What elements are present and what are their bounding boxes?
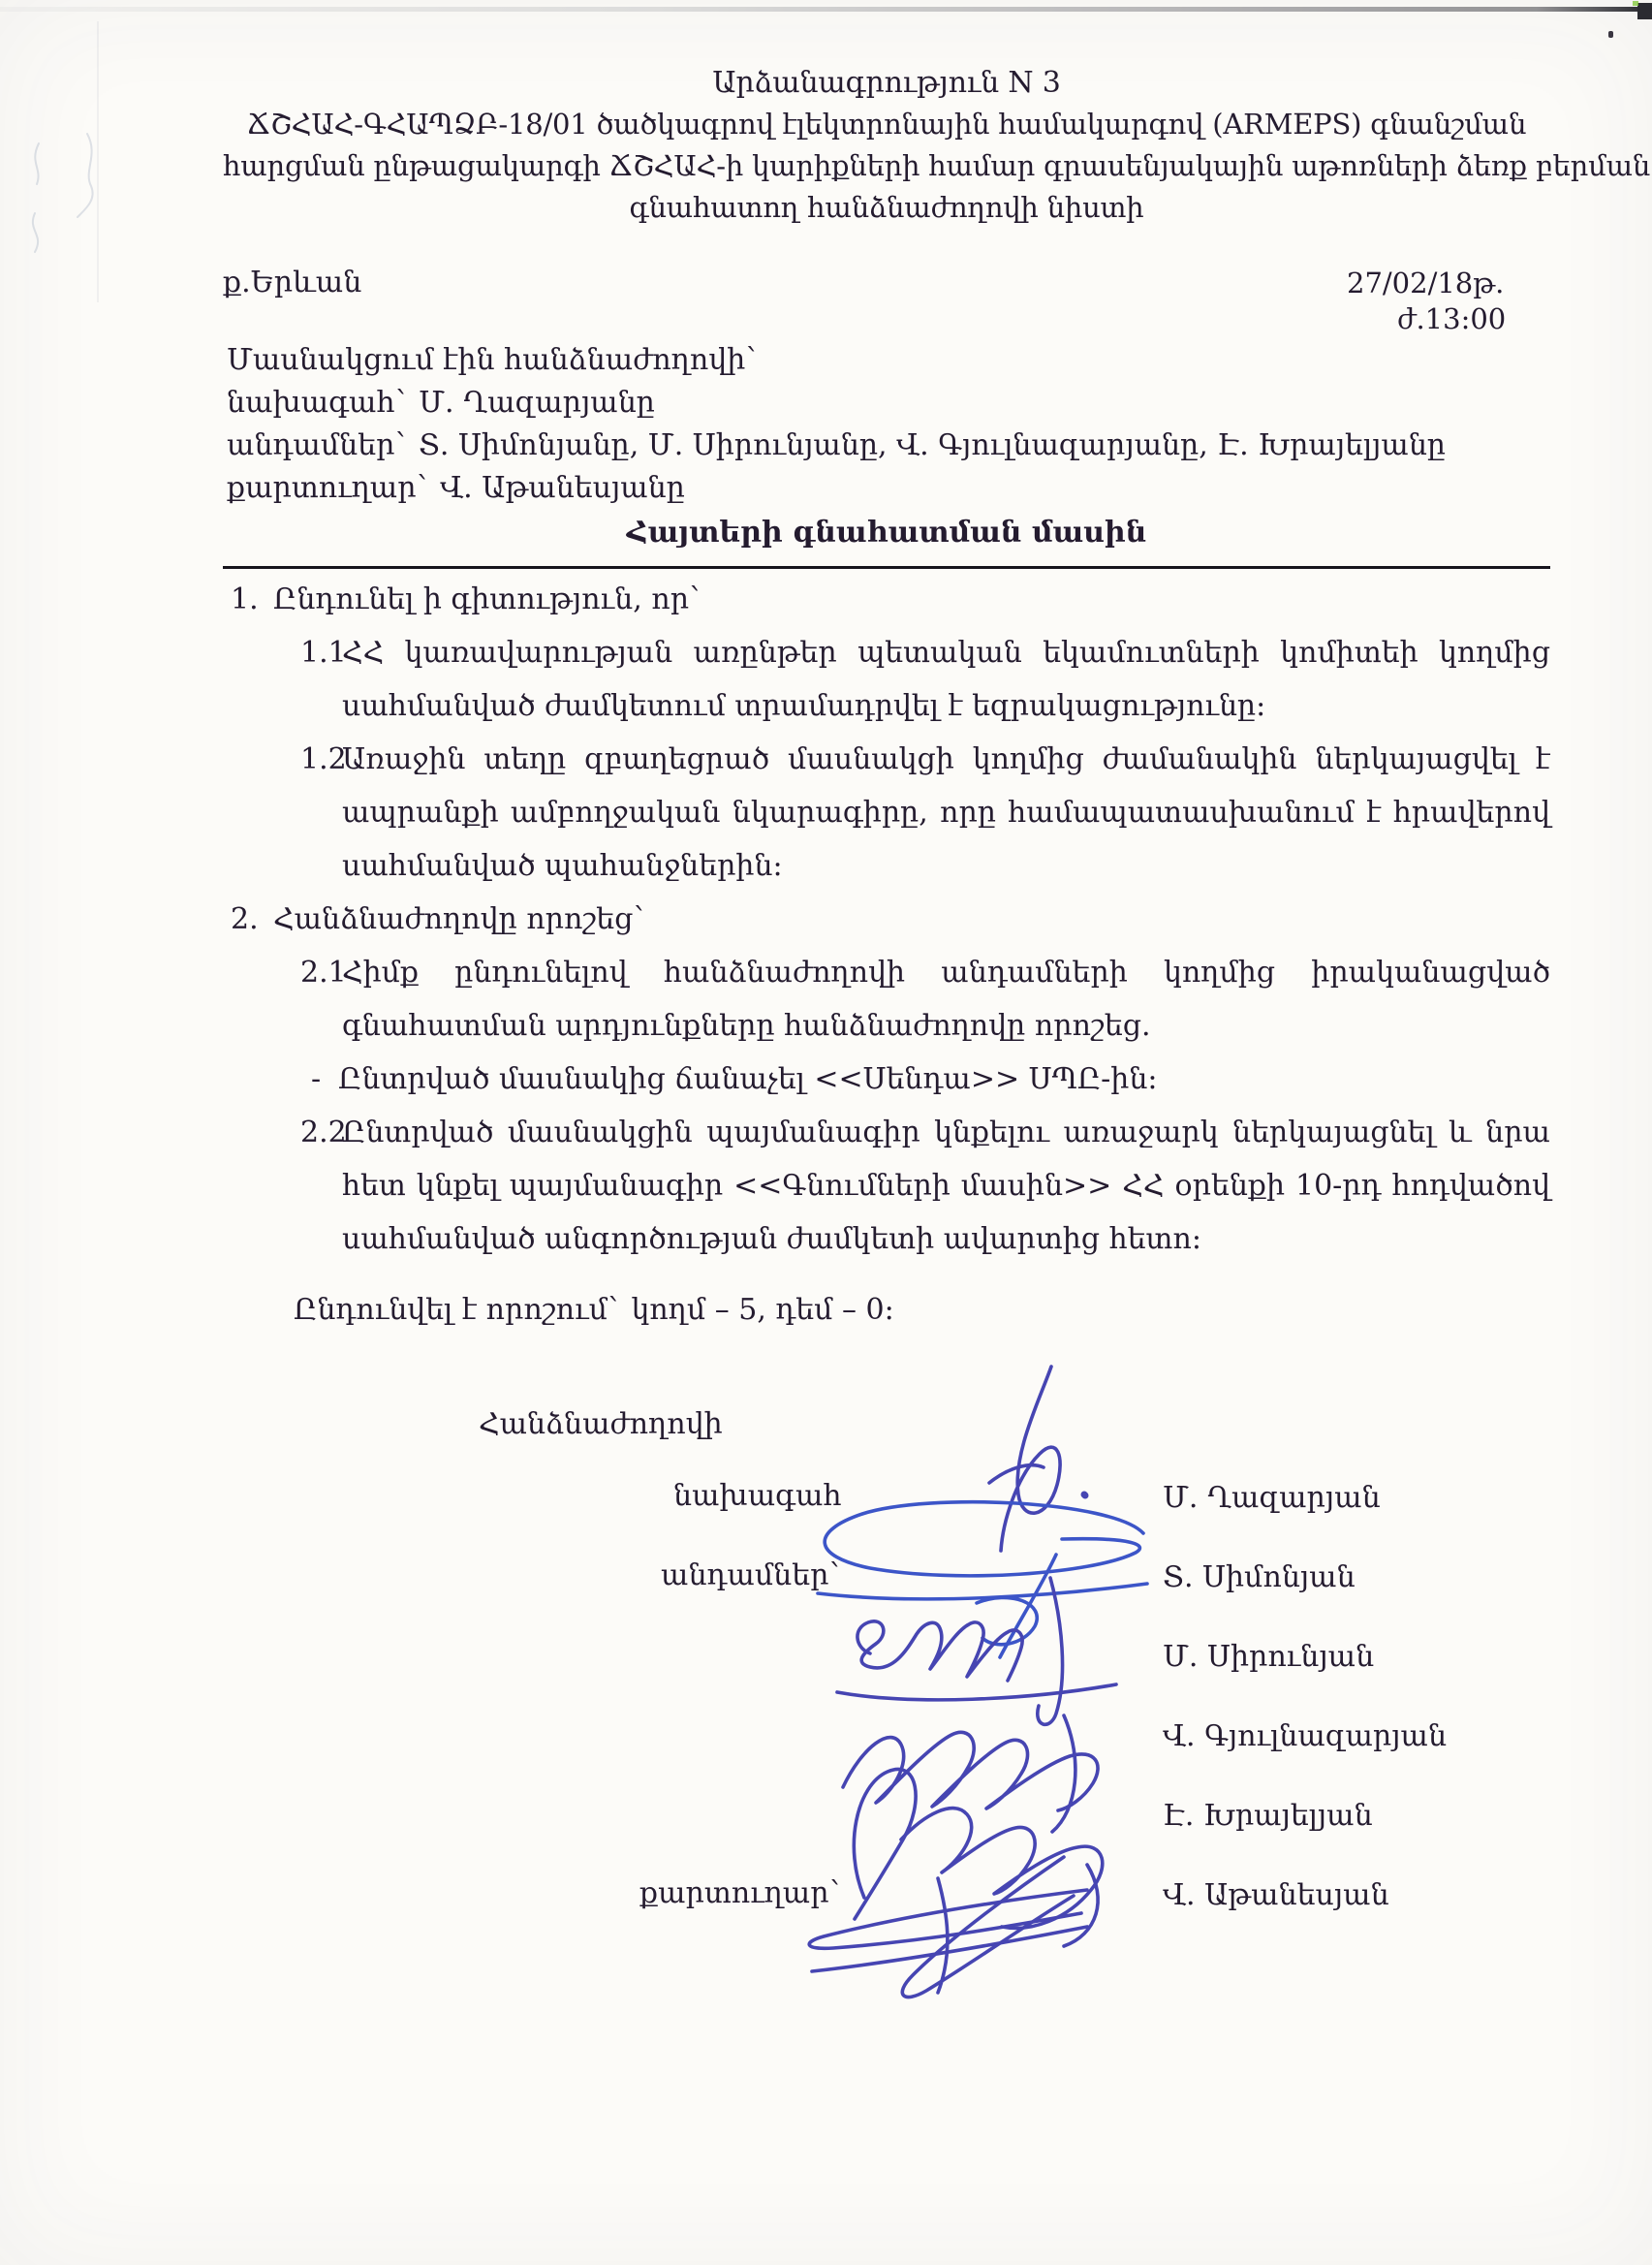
item-text: Ընդունել ի գիտություն, որ` — [273, 582, 704, 616]
time-label: ժ.13:00 — [1397, 302, 1507, 335]
place-label: ք.Երևան — [223, 266, 362, 299]
document-subtitle-line: հարցման ընթացակարգի ՃՇՀԱՀ-ի կարիքների համար գրասենյակային աթոռների ձեռք բերման — [223, 149, 1651, 182]
item-number: - — [311, 1062, 322, 1096]
document-subtitle-line: ՃՇՀԱՀ-ԳՀԱՊՁԲ-18/01 ծածկագրով էլեկտրոնային համակարգով (ARMEPS) գնանշման — [246, 108, 1527, 141]
item-text: ՀՀ կառավարության առընթեր պետական եկամուտների կոմիտեի կողմից սահմանված ժամկետում տրամադրվել է եզրակացությունը: — [342, 636, 1550, 723]
date-label: 27/02/18թ. — [1347, 267, 1505, 299]
participant-line-chairman: նախագահ` Մ. Ղազարյանը — [227, 386, 655, 420]
item-number: 1.2 — [300, 742, 347, 776]
signature-name: Վ. Աթանեսյան — [1163, 1878, 1389, 1912]
signature-role-members: անդամներ` — [661, 1558, 844, 1592]
signature-atanesyan-image — [791, 1840, 1110, 2029]
item-text: Ընտրված մասնակցին պայմանագիր կնքելու առաջարկ ներկայացնել և նրա հետ կնքել պայմանագիր <<Գնումների մասին>> ՀՀ օրենքի 10-րդ հոդվածով սահմանված անգործության ժամկետի ավարտից հետո: — [342, 1116, 1550, 1256]
signature-role-chairman: նախագահ — [673, 1479, 842, 1513]
participants-intro: Մասնակցում էին հանձնաժողովի` — [227, 343, 761, 377]
participant-line-secretary: քարտուղար` Վ. Աթանեսյանը — [227, 471, 685, 505]
item-text: Ընտրված մասնակից ճանաչել <<Սենդա>> ՍՊԸ-ին: — [338, 1062, 1158, 1096]
signature-name: Է. Խրայելյան — [1163, 1799, 1373, 1833]
participant-line-members: անդամներ` Տ. Սիմոնյանը, Մ. Սիրունյանը, Վ. Գյուլնազարյանը, Է. Խրայելյանը — [227, 428, 1447, 462]
signature-name: Տ. Սիմոնյան — [1163, 1560, 1356, 1594]
signature-role-secretary: քարտուղար` — [639, 1876, 844, 1910]
committee-label: Հանձնաժողովի — [479, 1407, 723, 1441]
document-title: Արձանագրություն N 3 — [712, 66, 1061, 100]
item-text: Հանձնաժողովը որոշեց` — [273, 902, 648, 936]
item-number: 2.1 — [300, 956, 347, 990]
signature-name: Մ. Սիրունյան — [1163, 1640, 1375, 1674]
item-text: Հիմք ընդունելով հանձնաժողովի անդամների կողմից իրականացված գնահատման արդյունքները հանձնաժողովը որոշեց. — [342, 956, 1550, 1043]
section-title: Հայտերի գնահատման մասին — [626, 516, 1147, 550]
signature-name: Մ. Ղազարյան — [1163, 1481, 1381, 1515]
signature-name: Վ. Գյուլնազարյան — [1163, 1719, 1448, 1753]
document-subtitle-line: գնահատող հանձնաժողովի նիստի — [629, 191, 1144, 224]
item-number: 1. — [231, 582, 259, 616]
vote-result-line: Ընդունվել է որոշում` կողմ – 5, դեմ – 0: — [294, 1293, 894, 1327]
item-text: Առաջին տեղը զբաղեցրած մասնակցի կողմից ժամանակին ներկայացվել է ապրանքի ամբողջական նկարագիրը, որը համապատասխանում է հրավերով սահմանված պահանջներին: — [342, 742, 1550, 883]
item-number: 2.2 — [300, 1116, 347, 1149]
item-number: 1.1 — [300, 636, 347, 670]
item-number: 2. — [231, 902, 259, 936]
